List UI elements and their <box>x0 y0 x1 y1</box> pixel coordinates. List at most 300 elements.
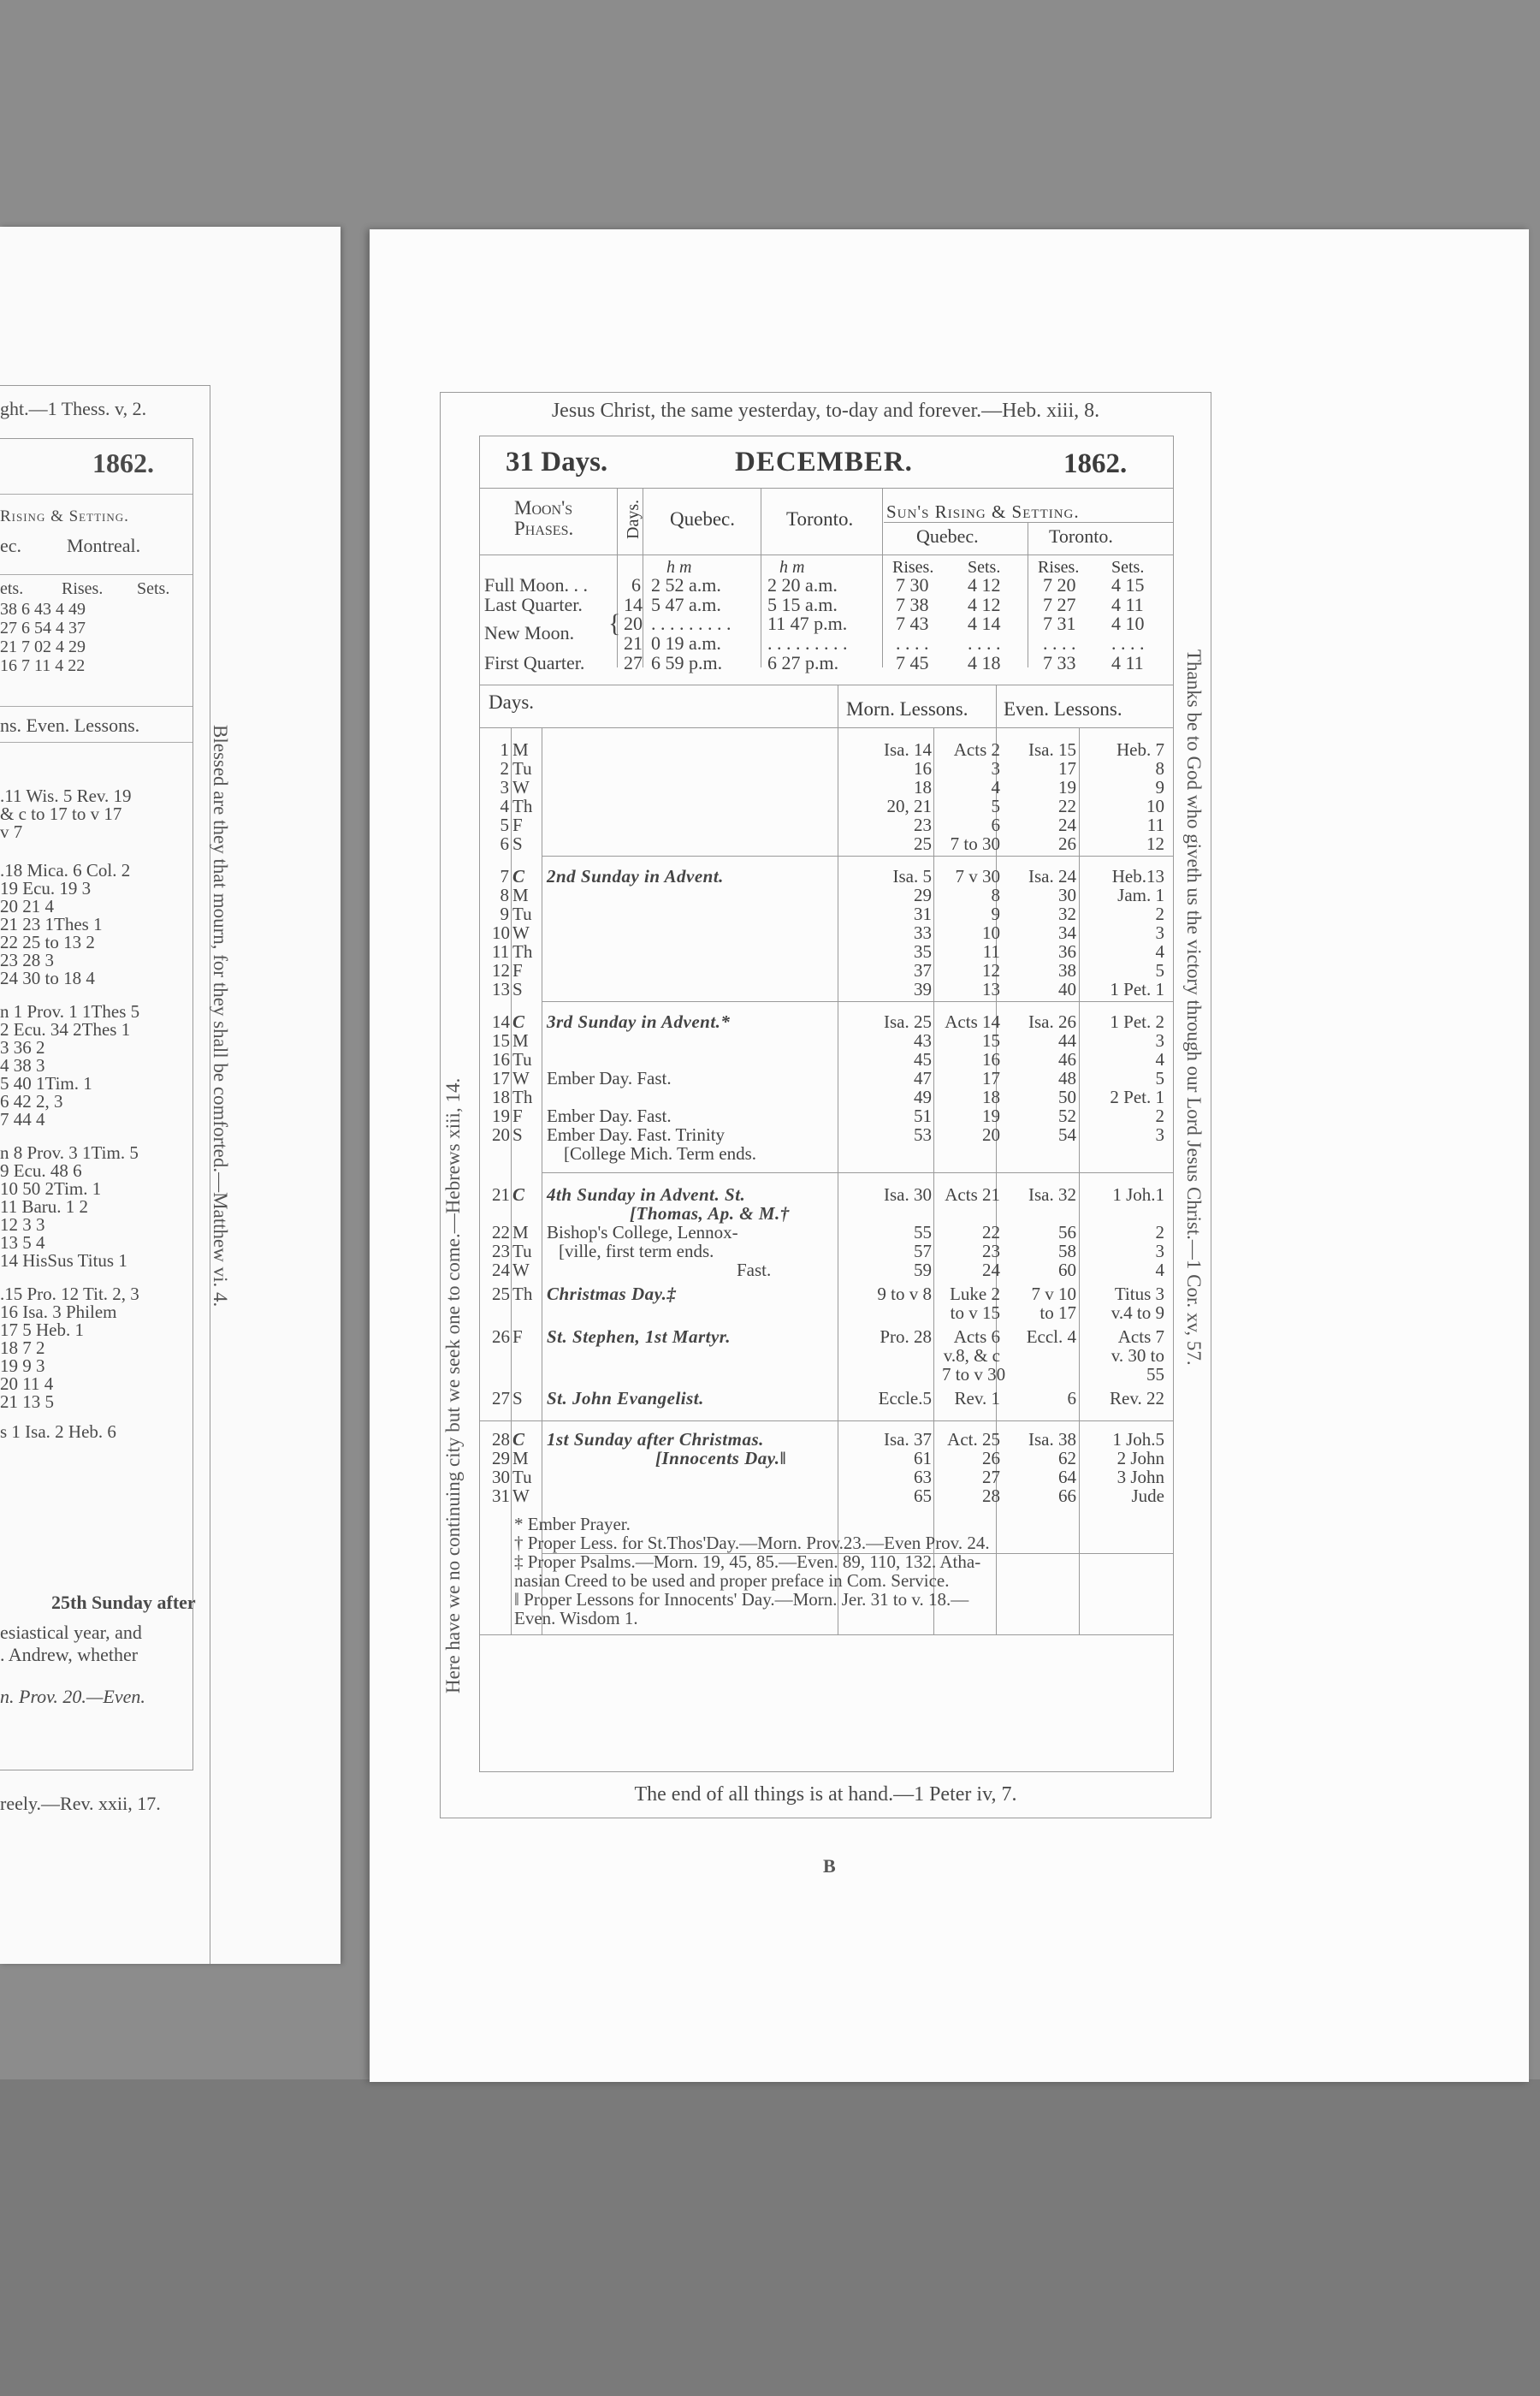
col-toronto: Toronto. <box>786 508 854 530</box>
row-dow: F <box>512 960 523 981</box>
footnote: nasian Creed to be used and proper preface in Com. Service. <box>514 1570 950 1591</box>
left-lesson-row: 2 Ecu. 34 2Thes 1 <box>0 1019 131 1040</box>
row-even-2: 2 <box>1155 904 1164 924</box>
col-sun-quebec: Quebec. <box>916 525 979 547</box>
row-day: 9 <box>500 904 509 924</box>
row-morn-2: 27 <box>982 1467 1000 1487</box>
row-even-2: 55 <box>1146 1364 1164 1385</box>
row-morn-2: 26 <box>982 1448 1000 1468</box>
row-even-2: 5 <box>1155 960 1164 981</box>
row-even-1: 26 <box>1058 833 1076 854</box>
row-even-1: 58 <box>1058 1241 1076 1261</box>
phase-toronto: 6 27 p.m. <box>767 652 839 673</box>
left-note-line: n. Prov. 20.—Even. <box>0 1686 145 1707</box>
row-dow: Tu <box>512 904 532 924</box>
row-even-1: 52 <box>1058 1106 1076 1126</box>
q-rise: . . . . <box>896 632 929 654</box>
row-even-2: Jam. 1 <box>1117 885 1164 905</box>
row-day: 22 <box>492 1222 510 1242</box>
row-even-2: 3 <box>1155 922 1164 943</box>
row-even-1: Isa. 15 <box>1028 739 1076 760</box>
row-morn-2: 11 <box>982 941 1000 962</box>
left-lesson-row: s 1 Isa. 2 Heb. 6 <box>0 1421 116 1442</box>
phase-name: New Moon. <box>484 622 575 643</box>
phase-day: 20 <box>624 613 643 634</box>
right-page <box>370 229 1529 2082</box>
left-lesson-row: v 7 <box>0 821 23 842</box>
calendar-table <box>479 436 1174 1772</box>
rule <box>511 727 512 1634</box>
row-dow: S <box>512 833 523 854</box>
row-morn-2: 7 to 30 <box>950 833 1000 854</box>
row-morn-2: 7 v 30 <box>955 866 1000 887</box>
col-sun-rising: Sun's Rising & Setting. <box>886 501 1080 522</box>
left-lesson-row: & c to 17 to v 17 <box>0 804 122 824</box>
row-even-2: 1 Pet. 1 <box>1110 979 1164 999</box>
row-morn-1: 31 <box>914 904 932 924</box>
row-even-2: 2 Pet. 1 <box>1110 1087 1164 1107</box>
left-lesson-row: 5 40 1Tim. 1 <box>0 1073 92 1094</box>
row-day: 17 <box>492 1068 510 1088</box>
row-morn-2: 15 <box>982 1030 1000 1051</box>
phase-quebec: . . . . . . . . . <box>651 613 732 634</box>
row-even-2: Rev. 22 <box>1110 1388 1164 1409</box>
row-even-1: 48 <box>1058 1068 1076 1088</box>
row-morn-1: 16 <box>914 758 932 779</box>
left-rule <box>0 494 192 495</box>
row-even-1: Isa. 24 <box>1028 866 1076 887</box>
row-dow: F <box>512 1106 523 1126</box>
t-set: 4 15 <box>1111 574 1145 596</box>
row-morn-1: 29 <box>914 885 932 905</box>
row-even-1: 64 <box>1058 1467 1076 1487</box>
row-desc: 1st Sunday after Christmas. <box>547 1429 764 1450</box>
row-desc: 3rd Sunday in Advent.* <box>547 1011 731 1032</box>
phase-day: 6 <box>631 574 641 596</box>
row-morn-2: 17 <box>982 1068 1000 1088</box>
row-morn-1: 35 <box>914 941 932 962</box>
phase-quebec: 0 19 a.m. <box>651 632 721 654</box>
rule <box>542 1001 1173 1002</box>
row-even-2: 2 <box>1155 1222 1164 1242</box>
left-lesson-row: .18 Mica. 6 Col. 2 <box>0 860 131 881</box>
row-morn-2: 3 <box>991 758 1000 779</box>
row-desc: 4th Sunday in Advent. St. <box>547 1184 746 1205</box>
q-rise: 7 43 <box>896 613 929 634</box>
row-even-1: 54 <box>1058 1124 1076 1145</box>
row-day: 21 <box>492 1184 510 1205</box>
t-rises: Rises. <box>1038 558 1080 577</box>
row-morn-1: Isa. 25 <box>884 1011 932 1032</box>
row-dow: Th <box>512 796 533 816</box>
row-morn-2: Act. 25 <box>947 1429 1000 1450</box>
left-lesson-row: .15 Pro. 12 Tit. 2, 3 <box>0 1284 139 1304</box>
rule <box>480 1420 1173 1421</box>
row-desc: St. John Evangelist. <box>547 1388 704 1409</box>
row-even-2: 8 <box>1155 758 1164 779</box>
row-even-2: Heb. 7 <box>1116 739 1164 760</box>
row-day: 20 <box>492 1124 510 1145</box>
q-set: 4 12 <box>968 594 1001 615</box>
row-dow: C <box>512 1429 525 1450</box>
left-lesson-row: 20 11 4 <box>0 1373 54 1394</box>
row-even-1: 17 <box>1058 758 1076 779</box>
row-even-1: 7 v 10 <box>1031 1284 1076 1304</box>
phase-toronto: 2 20 a.m. <box>767 574 838 596</box>
row-even-1: Eccl. 4 <box>1026 1326 1076 1347</box>
t-rise: . . . . <box>1043 632 1076 654</box>
left-lesson-row: 13 5 4 <box>0 1232 45 1253</box>
phase-toronto: 11 47 p.m. <box>767 613 848 634</box>
left-lesson-row: n 1 Prov. 1 1Thes 5 <box>0 1001 140 1022</box>
left-lesson-row: 16 Isa. 3 Philem <box>0 1302 117 1322</box>
row-morn-2: 24 <box>982 1260 1000 1280</box>
row-morn-2: 16 <box>982 1049 1000 1070</box>
phase-quebec: 2 52 a.m. <box>651 574 721 596</box>
row-dow: S <box>512 1124 523 1145</box>
t-sets: Sets. <box>1111 558 1145 577</box>
row-morn-1: 33 <box>914 922 932 943</box>
row-morn-1: Isa. 30 <box>884 1184 932 1205</box>
phase-day: 14 <box>624 594 643 615</box>
row-morn-1: 59 <box>914 1260 932 1280</box>
row-day: 5 <box>500 815 509 835</box>
left-rule <box>0 574 192 575</box>
row-even-1: 24 <box>1058 815 1076 835</box>
top-quote: Jesus Christ, the same yesterday, to-day and forever.—Heb. xiii, 8. <box>551 400 1100 422</box>
t-rise: 7 31 <box>1043 613 1076 634</box>
bottom-quote: The end of all things is at hand.—1 Peter iv, 7. <box>634 1783 1017 1806</box>
q-rise: 7 38 <box>896 594 929 615</box>
row-even-2: Titus 3 <box>1114 1284 1164 1304</box>
row-dow: M <box>512 1448 529 1468</box>
rule <box>480 727 1173 728</box>
row-even-1: 62 <box>1058 1448 1076 1468</box>
calendar-header <box>480 436 1173 489</box>
t-set: 4 10 <box>1111 613 1145 634</box>
row-day: 1 <box>500 739 509 760</box>
left-lesson-row: 3 36 2 <box>0 1037 45 1058</box>
row-day: 8 <box>500 885 509 905</box>
row-day: 12 <box>492 960 510 981</box>
row-even-1: 30 <box>1058 885 1076 905</box>
row-even-1: 38 <box>1058 960 1076 981</box>
left-col-sets2: Sets. <box>137 579 170 598</box>
row-dow: W <box>512 922 530 943</box>
row-morn-2: to v 15 <box>950 1302 1000 1323</box>
rule <box>542 856 1173 857</box>
row-dow: W <box>512 1260 530 1280</box>
row-dow: M <box>512 1030 529 1051</box>
left-rule <box>0 742 192 743</box>
row-even-2: 1 Joh.1 <box>1112 1184 1164 1205</box>
row-morn-2: v.8, & c <box>943 1345 1000 1366</box>
row-even-2: 1 Joh.5 <box>1112 1429 1164 1450</box>
rule <box>617 488 618 667</box>
row-morn-2: 23 <box>982 1241 1000 1261</box>
row-desc: Bishop's College, Lennox- <box>547 1222 738 1242</box>
row-morn-2: 4 <box>991 777 1000 798</box>
left-note-line: esiastical year, and <box>0 1622 142 1643</box>
row-even-1: 44 <box>1058 1030 1076 1051</box>
row-dow: C <box>512 866 525 887</box>
row-day: 11 <box>492 941 510 962</box>
row-day: 25 <box>492 1284 510 1304</box>
row-even-2: 4 <box>1155 1260 1164 1280</box>
row-morn-1: Pro. 28 <box>880 1326 932 1347</box>
row-morn-1: 39 <box>914 979 932 999</box>
row-day: 2 <box>500 758 509 779</box>
row-even-1: 50 <box>1058 1087 1076 1107</box>
row-dow: Tu <box>512 1049 532 1070</box>
row-even-2: 11 <box>1146 815 1164 835</box>
row-even-1: 66 <box>1058 1486 1076 1506</box>
page-frame <box>440 392 1211 1818</box>
row-even-1: 19 <box>1058 777 1076 798</box>
left-year: 1862. <box>92 448 154 478</box>
scan-background <box>0 2079 1540 2396</box>
lessons-col-morn: Morn. Lessons. <box>846 698 968 720</box>
row-morn-1: 23 <box>914 815 932 835</box>
t-set: 4 11 <box>1111 594 1144 615</box>
row-morn-1: 55 <box>914 1222 932 1242</box>
left-lesson-row: 20 21 4 <box>0 896 54 916</box>
left-lesson-row: 19 Ecu. 19 3 <box>0 878 92 898</box>
row-even-1: Isa. 32 <box>1028 1184 1076 1205</box>
left-lesson-row: .11 Wis. 5 Rev. 19 <box>0 786 132 806</box>
row-even-2: 3 John <box>1116 1467 1164 1487</box>
left-sun-row: 27 6 54 4 37 <box>0 619 86 638</box>
left-sun-row: 21 7 02 4 29 <box>0 638 86 656</box>
row-desc: Ember Day. Fast. Trinity <box>547 1124 726 1145</box>
phase-name: Last Quarter. <box>484 594 583 615</box>
row-morn-2: Luke 2 <box>950 1284 1000 1304</box>
row-day: 18 <box>492 1087 510 1107</box>
row-morn-1: Isa. 14 <box>884 739 932 760</box>
row-even-1: 22 <box>1058 796 1076 816</box>
row-morn-1: 20, 21 <box>886 796 932 816</box>
left-lesson-row: 6 42 2, 3 <box>0 1091 63 1112</box>
left-col-quebec: ec. <box>0 535 22 556</box>
left-page <box>0 227 341 1964</box>
row-morn-2: 28 <box>982 1486 1000 1506</box>
row-morn-1: 9 to v 8 <box>877 1284 932 1304</box>
row-day: 30 <box>492 1467 510 1487</box>
left-lessons-heading: ns. Even. Lessons. <box>0 715 140 736</box>
col-days-vertical: Days. <box>624 499 643 539</box>
t-rise: 7 33 <box>1043 652 1076 673</box>
col-sun-toronto: Toronto. <box>1049 525 1113 547</box>
left-lesson-row: 12 3 3 <box>0 1214 45 1235</box>
row-morn-2: Acts 21 <box>945 1184 1000 1205</box>
phase-day: 21 <box>624 632 643 654</box>
footnote: ‡ Proper Psalms.—Morn. 19, 45, 85.—Even. 89, 110, 132. Atha- <box>514 1551 981 1572</box>
footnote: † Proper Less. for St.Thos'Day.—Morn. Prov.23.—Even Prov. 24. <box>514 1533 990 1553</box>
row-day: 13 <box>492 979 510 999</box>
row-day: 27 <box>492 1388 510 1409</box>
left-bottom-quote: reely.—Rev. xxii, 17. <box>0 1793 161 1814</box>
col-quebec: Quebec. <box>670 508 735 530</box>
row-dow: S <box>512 979 523 999</box>
row-dow: M <box>512 885 529 905</box>
q-rises: Rises. <box>892 558 934 577</box>
row-even-2: 3 <box>1155 1030 1164 1051</box>
row-day: 23 <box>492 1241 510 1261</box>
row-morn-1: 37 <box>914 960 932 981</box>
row-dow: F <box>512 1326 523 1347</box>
page-signature: B <box>823 1855 836 1877</box>
row-morn-1: 65 <box>914 1486 932 1506</box>
month-title: DECEMBER. <box>735 447 913 477</box>
brace: { <box>608 609 621 638</box>
t-rise: 7 27 <box>1043 594 1076 615</box>
row-desc: [College Mich. Term ends. <box>564 1143 757 1164</box>
row-even-1: 56 <box>1058 1222 1076 1242</box>
row-day: 31 <box>492 1486 510 1506</box>
left-note-line: . Andrew, whether <box>0 1644 139 1665</box>
row-dow: Th <box>512 1284 533 1304</box>
q-set: . . . . <box>968 632 1001 654</box>
row-day: 7 <box>500 866 509 887</box>
footnote: Even. Wisdom 1. <box>514 1608 638 1628</box>
row-even-2: 12 <box>1146 833 1164 854</box>
phase-name: Full Moon. . . <box>484 574 589 596</box>
left-lesson-row: 22 25 to 13 2 <box>0 932 95 952</box>
left-lesson-row: 7 44 4 <box>0 1109 45 1130</box>
rule <box>933 727 934 1634</box>
footnote: ‖ Proper Lessons for Innocents' Day.—Morn. Jer. 31 to v. 18.— <box>514 1589 969 1610</box>
row-even-1: Isa. 38 <box>1028 1429 1076 1450</box>
row-even-2: Acts 7 <box>1117 1326 1164 1347</box>
row-morn-2: Acts 14 <box>945 1011 1000 1032</box>
q-set: 4 14 <box>968 613 1001 634</box>
side-quote-left: Here have we no continuing city but we seek one to come.—Hebrews xiii, 14. <box>442 1077 464 1693</box>
row-morn-2: 7 to v 30 <box>942 1364 1006 1385</box>
left-note-line: 25th Sunday after <box>51 1592 196 1613</box>
row-morn-1: 47 <box>914 1068 932 1088</box>
row-even-1: 46 <box>1058 1049 1076 1070</box>
left-lesson-row: 24 30 to 18 4 <box>0 968 95 988</box>
row-dow: F <box>512 815 523 835</box>
row-morn-2: 10 <box>982 922 1000 943</box>
left-lesson-row: 23 28 3 <box>0 950 54 970</box>
row-even-2: 4 <box>1155 941 1164 962</box>
row-even-2: 2 John <box>1116 1448 1164 1468</box>
left-sun-row: 16 7 11 4 22 <box>0 656 86 675</box>
row-dow: Th <box>512 941 533 962</box>
row-desc: St. Stephen, 1st Martyr. <box>547 1326 732 1347</box>
phase-toronto: . . . . . . . . . <box>767 632 848 654</box>
rule <box>882 488 883 667</box>
side-quote-right: Thanks be to God who giveth us the victory through our Lord Jesus Christ.—1 Cor. xv, 57. <box>1183 649 1205 1366</box>
phase-quebec: 6 59 p.m. <box>651 652 723 673</box>
row-even-1: 6 <box>1067 1388 1076 1409</box>
row-morn-2: Acts 2 <box>953 739 1000 760</box>
row-morn-1: 18 <box>914 777 932 798</box>
left-lesson-row: 19 9 3 <box>0 1355 45 1376</box>
rule <box>1079 727 1080 1634</box>
row-dow: W <box>512 1068 530 1088</box>
left-rule <box>0 706 192 707</box>
row-even-2: Heb.13 <box>1111 866 1164 887</box>
row-even-2: v.4 to 9 <box>1111 1302 1164 1323</box>
row-day: 24 <box>492 1260 510 1280</box>
row-morn-1: Isa. 5 <box>892 866 932 887</box>
row-day: 15 <box>492 1030 510 1051</box>
row-desc: Ember Day. Fast. <box>547 1106 672 1126</box>
row-dow: Tu <box>512 1467 532 1487</box>
q-set: 4 12 <box>968 574 1001 596</box>
row-day: 6 <box>500 833 509 854</box>
row-even-2: 3 <box>1155 1241 1164 1261</box>
left-lesson-rows <box>0 787 205 1441</box>
row-even-2: 3 <box>1155 1124 1164 1145</box>
row-day: 14 <box>492 1011 510 1032</box>
row-morn-2: 6 <box>991 815 1000 835</box>
row-dow: C <box>512 1011 525 1032</box>
left-sun-row: 38 6 43 4 49 <box>0 600 86 619</box>
row-day: 3 <box>500 777 509 798</box>
row-desc: 2nd Sunday in Advent. <box>547 866 724 887</box>
left-lesson-row: 21 23 1Thes 1 <box>0 914 103 934</box>
row-morn-2: 20 <box>982 1124 1000 1145</box>
row-morn-1: 53 <box>914 1124 932 1145</box>
row-morn-2: 22 <box>982 1222 1000 1242</box>
left-rising-heading: Rising & Setting. <box>0 507 129 525</box>
row-even-1: 32 <box>1058 904 1076 924</box>
row-day: 26 <box>492 1326 510 1347</box>
row-day: 4 <box>500 796 509 816</box>
hm-toronto: h m <box>779 558 805 577</box>
phase-day: 27 <box>624 652 643 673</box>
row-morn-2: 5 <box>991 796 1000 816</box>
row-desc: [Innocents Day.‖ <box>655 1448 787 1468</box>
q-set: 4 18 <box>968 652 1001 673</box>
row-even-2: v. 30 to <box>1111 1345 1164 1366</box>
row-dow: Tu <box>512 1241 532 1261</box>
rule <box>480 1634 1173 1635</box>
row-morn-2: 18 <box>982 1087 1000 1107</box>
row-even-1: to 17 <box>1040 1302 1076 1323</box>
row-morn-2: Rev. 1 <box>954 1388 1000 1409</box>
t-set: 4 11 <box>1111 652 1144 673</box>
row-morn-2: 19 <box>982 1106 1000 1126</box>
row-dow: Tu <box>512 758 532 779</box>
row-even-2: 1 Pet. 2 <box>1110 1011 1164 1032</box>
row-even-1: Isa. 26 <box>1028 1011 1076 1032</box>
left-lesson-row: n 8 Prov. 3 1Tim. 5 <box>0 1142 139 1163</box>
row-day: 29 <box>492 1448 510 1468</box>
left-lesson-row: 14 HisSus Titus 1 <box>0 1250 127 1271</box>
left-lesson-row: 4 38 3 <box>0 1055 45 1076</box>
footnote: * Ember Prayer. <box>514 1514 631 1534</box>
rule <box>542 1172 1173 1173</box>
row-even-1: 40 <box>1058 979 1076 999</box>
row-morn-1: 63 <box>914 1467 932 1487</box>
row-morn-1: 43 <box>914 1030 932 1051</box>
row-desc: Christmas Day.‡ <box>547 1284 677 1304</box>
row-day: 19 <box>492 1106 510 1126</box>
left-lesson-row: 21 13 5 <box>0 1391 54 1412</box>
t-set: . . . . <box>1111 632 1145 654</box>
col-moon-phases-1: Moon's <box>514 497 573 519</box>
row-morn-1: Eccle.5 <box>878 1388 932 1409</box>
row-desc: Ember Day. Fast. <box>547 1068 672 1088</box>
left-lesson-row: 10 50 2Tim. 1 <box>0 1178 102 1199</box>
q-rise: 7 30 <box>896 574 929 596</box>
phase-toronto: 5 15 a.m. <box>767 594 838 615</box>
q-sets: Sets. <box>968 558 1001 577</box>
